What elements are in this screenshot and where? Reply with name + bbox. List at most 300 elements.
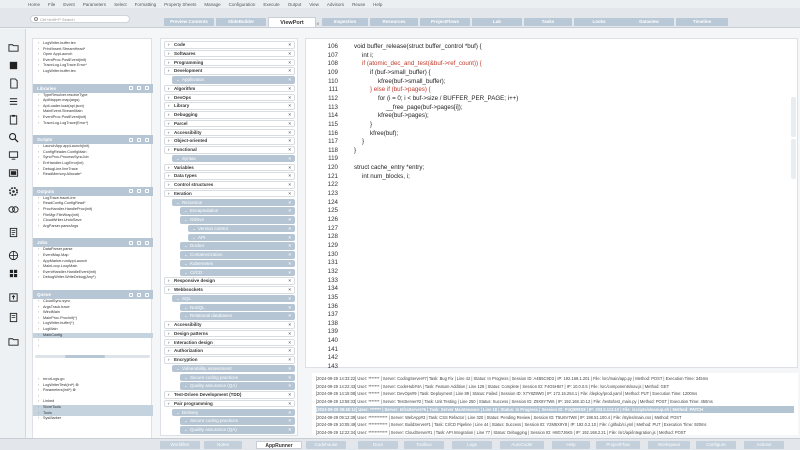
control-icon[interactable] [137, 189, 141, 193]
menu-item[interactable]: Property Sheets [164, 1, 197, 7]
topic-item[interactable] [188, 225, 295, 233]
topic-item[interactable] [180, 251, 295, 259]
file-item[interactable]: › Parameters(init*) ⊗ [33, 388, 153, 394]
section-title: Outputs [37, 188, 55, 194]
topic-close-icon[interactable]: × [288, 304, 291, 310]
topic-item[interactable] [164, 50, 295, 58]
topic-item[interactable] [172, 295, 295, 303]
topic-close-icon[interactable]: × [288, 94, 291, 100]
topic-close-icon[interactable]: × [288, 182, 291, 187]
topic-item[interactable] [164, 164, 295, 172]
line-number: 121 [327, 172, 338, 180]
notes-icon[interactable] [7, 311, 19, 323]
topic-label: Algorithm [174, 85, 196, 91]
file-item[interactable]: › ApiMapper.map(args) [33, 98, 153, 104]
bottom-tab-notes[interactable]: Notes [204, 441, 242, 449]
file-item[interactable]: › LogTrace.traceLine [33, 196, 153, 202]
topic-close-icon[interactable]: × [288, 287, 291, 292]
topics-panel [160, 38, 298, 436]
file-item[interactable]: › LogWriter.buffer.tex [33, 41, 153, 47]
control-icon[interactable] [129, 241, 133, 245]
topic-close-icon[interactable]: × [288, 252, 291, 257]
topic-close-icon[interactable]: × [288, 313, 291, 319]
section-controls [129, 293, 153, 297]
menu-item[interactable]: Help [373, 1, 383, 7]
menu-item[interactable]: Home [28, 1, 41, 7]
line-number: 109 [327, 68, 338, 76]
file-item[interactable]: › errorLogs.go [33, 377, 153, 383]
topic-label: Encapsulation [190, 208, 219, 214]
topic-close-icon[interactable]: × [288, 120, 291, 126]
control-icon[interactable] [145, 86, 149, 90]
menu-item[interactable]: Advisors [326, 1, 345, 7]
topic-item[interactable] [164, 111, 295, 119]
tab-slidebuilder[interactable]: SlideBuilder [216, 18, 266, 26]
vertical-scrollbar-track[interactable] [791, 139, 796, 179]
vertical-scrollbar[interactable] [791, 97, 796, 137]
topic-item[interactable] [164, 339, 295, 347]
code-line[interactable]: __free_page(buf->pages[i]); [386, 103, 463, 111]
tab-locks[interactable]: Locks [574, 18, 624, 26]
line-number: 127 [327, 224, 338, 232]
topic-label: Design patterns [174, 330, 209, 336]
file-item[interactable]: › ConfigReader.ConfigMain [33, 150, 153, 156]
file-item[interactable]: › Print/Insert.StreamHead* [33, 47, 153, 53]
line-number: 136 [327, 302, 338, 310]
control-icon[interactable] [145, 293, 149, 297]
topic-item[interactable] [180, 269, 295, 277]
file-item[interactable]: › Linked [33, 399, 153, 405]
topic-close-icon[interactable]: × [288, 400, 291, 406]
topic-close-icon[interactable]: × [288, 260, 291, 266]
line-number: 135 [327, 293, 338, 301]
file-item[interactable]: › ReadConfig.ConfigRead* [33, 201, 153, 207]
topic-close-icon[interactable]: × [288, 225, 291, 231]
log-entry[interactable]: [2024-09-29 13:59:33] User: ******* | Server: TestServer#2 | Task: Unit Testing | Line 250 | Status: Success | Session ID: Z9X8Y7W6 | IP: 192.168.10.12 | File: /tests/test_main.py | Method: POST | Execution Time: 450ms [316, 399, 713, 405]
control-icon[interactable] [129, 138, 133, 142]
code-editor[interactable] [305, 38, 798, 371]
line-number: 137 [327, 311, 338, 319]
bottom-tab-configure[interactable]: Configure [696, 441, 736, 449]
settings-icon[interactable] [7, 185, 19, 197]
control-icon[interactable] [129, 293, 133, 297]
topic-label: Softwares [174, 50, 196, 56]
topic-close-icon[interactable]: × [288, 173, 291, 179]
upload-icon[interactable] [7, 291, 19, 303]
file-item[interactable]: › ArgsTrack.trace [33, 305, 153, 311]
control-icon[interactable] [129, 86, 133, 90]
topic-item[interactable] [164, 59, 295, 67]
close-tab-icon[interactable]: × [316, 22, 320, 28]
topic-item[interactable] [180, 242, 295, 250]
file-item[interactable]: › EventProc.PostEvent(init) [33, 58, 153, 64]
topic-item[interactable] [164, 190, 295, 198]
topic-item[interactable] [164, 94, 295, 102]
list-icon[interactable] [7, 95, 19, 107]
file-item[interactable]: › WindMain [33, 310, 153, 316]
control-icon[interactable] [137, 241, 141, 245]
topic-item[interactable] [164, 277, 295, 285]
topic-label: Vulnerability assessment [182, 365, 232, 371]
file-item[interactable]: › LogWriter.buffer.tex [33, 69, 153, 75]
line-number: 106 [327, 43, 338, 50]
topic-item[interactable] [180, 304, 295, 312]
section-header[interactable] [33, 238, 153, 247]
explorer-section [33, 238, 153, 281]
log-entry[interactable]: [2024-09-29 08:45:12] User: ******* | Server: InfraServer#5 | Task: Server Maintenance | Line 18 | Status: In Progress | Session ID: P4Q8R9S8 | IP: 203.0.113.10 | File: /scripts/cleanup.sh | Method: PATCH [316, 406, 794, 413]
file-item[interactable]: › MainProc.ProcInit(*) [33, 316, 153, 322]
topic-item[interactable] [164, 67, 295, 75]
code-line[interactable]: if (atomic_dec_and_test(&buf->ref_count)) { [362, 60, 482, 68]
bottom-tab-bar [0, 438, 800, 450]
bottom-tab-apprunner[interactable]: AppRunner [256, 441, 302, 449]
control-icon[interactable] [137, 86, 141, 90]
topic-close-icon[interactable]: × [288, 392, 291, 397]
topic-close-icon[interactable]: × [288, 68, 291, 74]
topic-close-icon[interactable]: × [288, 208, 291, 214]
code-line[interactable]: } [362, 138, 365, 146]
topic-item[interactable] [180, 426, 295, 434]
topic-item[interactable] [164, 102, 295, 110]
topic-item[interactable] [180, 312, 295, 320]
line-number: 120 [327, 164, 338, 172]
file-item[interactable]: › EventMap.Map [33, 253, 153, 259]
topic-item[interactable] [164, 400, 295, 408]
topic-close-icon[interactable]: × [288, 348, 291, 354]
code-line[interactable]: struct cache_entry *entry; [354, 164, 425, 172]
file-item[interactable] [33, 344, 153, 350]
file-item[interactable]: › ArgParser.parseArgs [33, 224, 153, 230]
line-number: 115 [328, 120, 338, 128]
file-item[interactable]: › LogMain [33, 327, 153, 333]
file-item[interactable]: › ErrHandler.LogError(int) [33, 161, 153, 167]
bottom-tab-codehouse[interactable]: Codehouse [306, 441, 346, 449]
log-entry[interactable]: [2024-09-29 09:12:39] User: ************ | Server: WebApp#3 | Task: CSS Refactor | Line 320 | Status: Pending Review | Session ID: T5U6V7W8 | IP: 198.51.100.4 | File: /styles/main.css | Method: POST [316, 414, 682, 420]
tab-tasks[interactable]: Tasks [524, 18, 572, 26]
bottom-tab-logs[interactable]: Logs [452, 441, 492, 449]
tab-inspection[interactable]: Inspection [322, 18, 368, 26]
topic-close-icon[interactable]: × [288, 112, 291, 117]
line-number: 118 [328, 146, 338, 154]
file-item[interactable]: › EventHandler.HandleEvent(init) [33, 270, 153, 276]
line-number: 119 [328, 155, 338, 163]
line-number: 131 [327, 259, 338, 267]
bottom-tab-docs[interactable]: Docs [358, 441, 398, 449]
file-item[interactable]: › MainConfig [33, 333, 153, 339]
menu-item[interactable]: Formatting [134, 1, 157, 7]
topic-item[interactable] [180, 382, 295, 390]
section-header[interactable] [33, 290, 153, 299]
topic-close-icon[interactable]: × [288, 427, 291, 432]
code-line[interactable]: if (buf->small_buffer) { [370, 68, 431, 76]
tab-dataview[interactable]: Dataview [624, 18, 674, 26]
topic-close-icon[interactable]: × [288, 190, 291, 196]
file-item[interactable]: › SyncProc.ProcessSyncJob [33, 155, 153, 161]
section-header[interactable] [33, 84, 153, 93]
topic-label: Containerization [190, 252, 223, 257]
icon-rail [0, 29, 26, 450]
horizontal-scrollbar[interactable] [35, 355, 150, 358]
topic-close-icon[interactable]: × [288, 147, 291, 152]
section-header[interactable] [33, 135, 153, 144]
topic-item[interactable] [180, 374, 295, 382]
layers-icon[interactable] [7, 203, 19, 215]
log-entry[interactable]: [2024-09-29 10:05:49] User: ************ | Server: BuildServer#1 | Task: CI/CD Pipeline | Line 44 | Status: Success | Session ID: Y2M6X9Y8 | IP: 192.0.2.10 | File: /.github/ci.yml | Method: PUT | Execution Time: 920ms [316, 422, 707, 428]
topic-label: Accessibility [174, 129, 202, 135]
topic-label: Test-Driven Development (TDD) [174, 392, 242, 397]
topic-close-icon[interactable]: × [288, 409, 291, 415]
file-item[interactable]: › DebugWriter.WriteDebug(Any*) [33, 275, 153, 281]
topic-item[interactable] [164, 137, 295, 145]
control-icon[interactable] [145, 138, 149, 142]
code-line[interactable]: } [370, 120, 373, 128]
menu-item[interactable]: File [48, 1, 56, 7]
code-line[interactable]: } [354, 146, 357, 154]
code-line[interactable]: kfree(buf->small_buffer); [378, 77, 446, 85]
topic-item[interactable] [188, 234, 295, 242]
line-number: 138 [327, 319, 338, 327]
file-item[interactable]: › TraceLog.LogTrace.Error* [33, 63, 153, 69]
topic-label: Object-oriented [174, 138, 208, 144]
file-item[interactable]: › MainEvent.StreamMain [33, 109, 153, 115]
topic-close-icon[interactable]: × [288, 295, 291, 301]
grid-icon[interactable] [7, 267, 19, 279]
file-item[interactable]: › CloudWriter.UndoSave [33, 218, 153, 224]
menu-item[interactable]: Configuration [228, 1, 256, 7]
topic-label: Control structures [174, 182, 214, 187]
control-icon[interactable] [145, 241, 149, 245]
topic-close-icon[interactable]: × [288, 138, 291, 144]
line-number: 117 [328, 138, 338, 146]
tab-lab[interactable]: Lab [472, 18, 522, 26]
topic-close-icon[interactable]: × [288, 155, 291, 161]
topic-close-icon[interactable]: × [288, 199, 291, 205]
topic-item[interactable] [164, 129, 295, 137]
topic-close-icon[interactable]: × [288, 77, 291, 82]
code-line[interactable]: } else if (buf->pages) { [370, 86, 431, 94]
line-number: 126 [327, 216, 338, 223]
line-number: 140 [327, 337, 338, 345]
explorer-extra [33, 377, 153, 422]
file-item[interactable]: › ReadMemory.Allocate* [33, 172, 153, 178]
topic-close-icon[interactable]: × [288, 42, 291, 47]
topic-item[interactable] [164, 330, 295, 338]
screen-icon[interactable] [7, 167, 19, 179]
topic-item[interactable] [180, 207, 295, 215]
topic-item[interactable] [164, 356, 295, 364]
magnifier-icon[interactable] [7, 131, 19, 143]
globe-icon[interactable] [7, 249, 19, 261]
line-number: 107 [327, 51, 338, 59]
topic-close-icon[interactable]: × [288, 418, 291, 424]
document-icon[interactable] [7, 226, 19, 238]
file-item[interactable]: › EventProc.PostEvent(init) [33, 115, 153, 121]
file-item[interactable]: › TypeResolver.resolveType [33, 93, 153, 99]
folder-outline-icon[interactable] [7, 335, 19, 347]
section-header[interactable] [33, 187, 153, 196]
topic-item[interactable] [180, 417, 295, 425]
explorer-section [33, 135, 153, 178]
topic-close-icon[interactable]: × [288, 217, 291, 222]
file-item[interactable]: › LaunchApp.appLaunch(init) [33, 144, 153, 150]
topic-item[interactable] [164, 321, 295, 329]
topic-label: DevOps [174, 94, 192, 100]
topic-close-icon[interactable]: × [288, 330, 291, 336]
topic-label: CI/CD [190, 269, 203, 275]
file-item[interactable]: › SysMarker [33, 416, 153, 422]
bottom-tab-workfilter[interactable]: Workfilter [160, 441, 200, 449]
tab-viewport[interactable]: ViewPort [268, 17, 316, 27]
topic-item[interactable] [172, 155, 295, 163]
scroll-thumb[interactable] [65, 355, 105, 358]
file-item[interactable]: › FileMgr.FileWrap(init) [33, 213, 153, 219]
clipboard-icon[interactable] [7, 113, 19, 125]
tab-preview-contents[interactable]: Preview Contents [164, 18, 214, 26]
file-item[interactable]: › ProcHandler.HandleProc(init) [33, 207, 153, 213]
log-entry[interactable]: [2024-09-29 14:33:22] User: ******* | Server: CodingServer#7| Task: Bug Fix | Line 42 | Status: In Progress | Session ID: A4B5C9D3 | IP: 192.168.1.201 | File: /src/main/app.py | Method: POST | Execution Time: 345ms [316, 376, 709, 381]
topic-close-icon[interactable]: × [288, 50, 291, 56]
line-number: 124 [327, 198, 338, 206]
menu-item[interactable]: Output [287, 1, 302, 7]
topic-close-icon[interactable]: × [288, 129, 291, 135]
monitor-icon[interactable] [7, 149, 19, 161]
topic-item[interactable] [164, 85, 295, 93]
topic-close-icon[interactable]: × [288, 164, 291, 170]
bottom-tab-projectflow[interactable]: ProjectFlow [596, 441, 640, 449]
file-item[interactable]: › TraceLog.LogTrace(Error*) [33, 121, 153, 127]
topic-close-icon[interactable]: × [288, 85, 291, 91]
topic-label: Development [174, 68, 203, 74]
line-number: 143 [327, 363, 338, 371]
menu-item[interactable]: Reuse [352, 1, 366, 7]
topic-close-icon[interactable]: × [288, 374, 291, 380]
menu-item[interactable]: View [309, 1, 319, 7]
topic-close-icon[interactable]: × [288, 269, 291, 275]
file-item[interactable]: › DebugLine.lineTrace [33, 167, 153, 173]
topic-label: Programming [174, 59, 204, 65]
control-icon[interactable] [145, 189, 149, 193]
topic-item[interactable] [180, 216, 295, 224]
section-controls [129, 86, 153, 90]
topic-close-icon[interactable]: × [288, 59, 291, 65]
line-number: 122 [327, 181, 338, 189]
line-number: 141 [327, 345, 338, 353]
topic-item[interactable] [172, 199, 295, 207]
code-line[interactable]: kfree(buf->pages); [378, 112, 429, 120]
control-icon[interactable] [137, 138, 141, 142]
topic-item[interactable] [164, 172, 295, 180]
topic-item[interactable] [164, 146, 295, 154]
bottom-tab-toolbox[interactable]: Toolbox [404, 441, 444, 449]
topic-close-icon[interactable]: × [288, 383, 291, 389]
stop-icon[interactable] [7, 59, 19, 71]
topic-item[interactable] [172, 76, 295, 84]
topic-close-icon[interactable]: × [288, 278, 291, 284]
topic-label: Quality assurance (QA) [190, 383, 237, 389]
file-item[interactable]: › LogWriter.buffer(*) [33, 321, 153, 327]
topic-item[interactable] [164, 41, 295, 49]
folder-icon[interactable] [7, 41, 19, 53]
topic-close-icon[interactable]: × [288, 243, 291, 249]
top-tabs [146, 18, 800, 28]
log-entry[interactable]: [2024-09-29 12:22:34] User: ************ | Server: CloudServer#1 | Task: API Integration | Line 77 | Status: Debugging | Session ID: H8G7J6K5 | IP: 192.168.2.21 | File: /src/api/integration.js | Method: POST [316, 429, 687, 435]
search-box[interactable] [30, 15, 130, 23]
tab-resources[interactable]: Resources [370, 18, 418, 26]
top-tab-bar [0, 8, 800, 28]
control-icon[interactable] [137, 293, 141, 297]
menu-item[interactable]: Select [114, 1, 127, 7]
menu-item[interactable]: Event [63, 1, 75, 7]
file-icon[interactable] [7, 77, 19, 89]
topic-label: Authorization [174, 348, 203, 354]
file-item[interactable]: › Open AppLaunch [33, 52, 153, 58]
control-icon[interactable] [129, 189, 133, 193]
code-line[interactable]: for (i = 0; i < buf->size / BUFFER_PER_PAGE; i++) [378, 94, 519, 102]
file-item[interactable]: › ApiLoader.load(api.json) [33, 104, 153, 110]
code-line[interactable]: kfree(buf); [370, 129, 399, 137]
search-placeholder: Ctrl+shift+P Search [40, 16, 75, 22]
topic-item[interactable] [164, 286, 295, 294]
bottom-tab-autocoder[interactable]: AutoCoder [500, 441, 544, 449]
line-number: 116 [328, 129, 338, 137]
explorer-section [33, 41, 153, 75]
topic-label: Data types [174, 173, 197, 179]
topic-item[interactable] [164, 391, 295, 399]
topic-close-icon[interactable]: × [288, 339, 291, 345]
topic-item[interactable] [164, 181, 295, 189]
topic-close-icon[interactable]: × [288, 234, 291, 240]
topic-close-icon[interactable]: × [288, 322, 291, 327]
section-controls [129, 241, 153, 245]
menu-item[interactable]: Execute [263, 1, 280, 7]
code-line[interactable]: int num_blocks, i; [362, 172, 410, 180]
topic-label: Code [174, 42, 186, 47]
tab-timeline[interactable]: Timeline [676, 18, 728, 26]
topic-label: Relational databases [190, 313, 233, 319]
topic-item[interactable] [172, 365, 295, 373]
file-item[interactable]: › MainLoop.LoopMain [33, 264, 153, 270]
menu-item[interactable]: Manage [204, 1, 221, 7]
topic-item[interactable] [164, 120, 295, 128]
topic-label: Docker [190, 243, 205, 249]
file-item[interactable]: › LogWriterTest(int*) ⊗ [33, 383, 153, 389]
topic-item[interactable] [180, 260, 295, 268]
topic-item[interactable] [164, 347, 295, 355]
file-item[interactable]: › StoreTools [33, 405, 153, 411]
file-item[interactable]: › AppMarker.runAppLaunch [33, 259, 153, 265]
topic-label: Webbsockets [174, 287, 203, 292]
bottom-tab-help[interactable]: Help [552, 441, 590, 449]
log-entry[interactable]: [2024-09-29 14:15:08] User: ******* | Server: DevOps#9 | Task: Deployment | Line 89 | Status: Failed | Session ID: X7Y8Z9W0 | IP: 172.16.254.1 | File: /deploy/prod.yaml | Method: PUT | Execution Time: 1200ms [316, 391, 698, 397]
topic-label: Delivery [182, 409, 199, 415]
tab-projectflows[interactable]: ProjectFlows [420, 18, 470, 26]
menu-item[interactable]: Parameters [82, 1, 107, 7]
file-item[interactable]: › DataParser.parse [33, 247, 153, 253]
topic-item[interactable] [172, 409, 295, 417]
code-line[interactable]: int i; [362, 51, 374, 59]
file-item[interactable]: › CloudSync.sync [33, 299, 153, 305]
bottom-tab-workspace[interactable]: Workspace [648, 441, 690, 449]
log-entry[interactable]: [2024-09-29 14:22:43] User: ******* | Server: CodeHub#4A | Task: Feature Addition | Line 128 | Status: Complete | Session ID: F4G5H6I7 | IP: 10.0.0.5 | File: /src/components/nav.js | Method: GET [316, 383, 670, 389]
topic-close-icon[interactable]: × [288, 103, 291, 109]
topic-close-icon[interactable]: × [288, 357, 291, 362]
code-line[interactable]: void buffer_release(struct buffer_control *buf) { [354, 43, 482, 50]
bottom-tab-actions[interactable]: Actions [744, 441, 784, 449]
explorer-section [33, 290, 153, 349]
topic-close-icon[interactable]: × [288, 365, 291, 371]
file-item[interactable]: › Tools [33, 411, 153, 417]
line-number: 112 [328, 94, 338, 102]
